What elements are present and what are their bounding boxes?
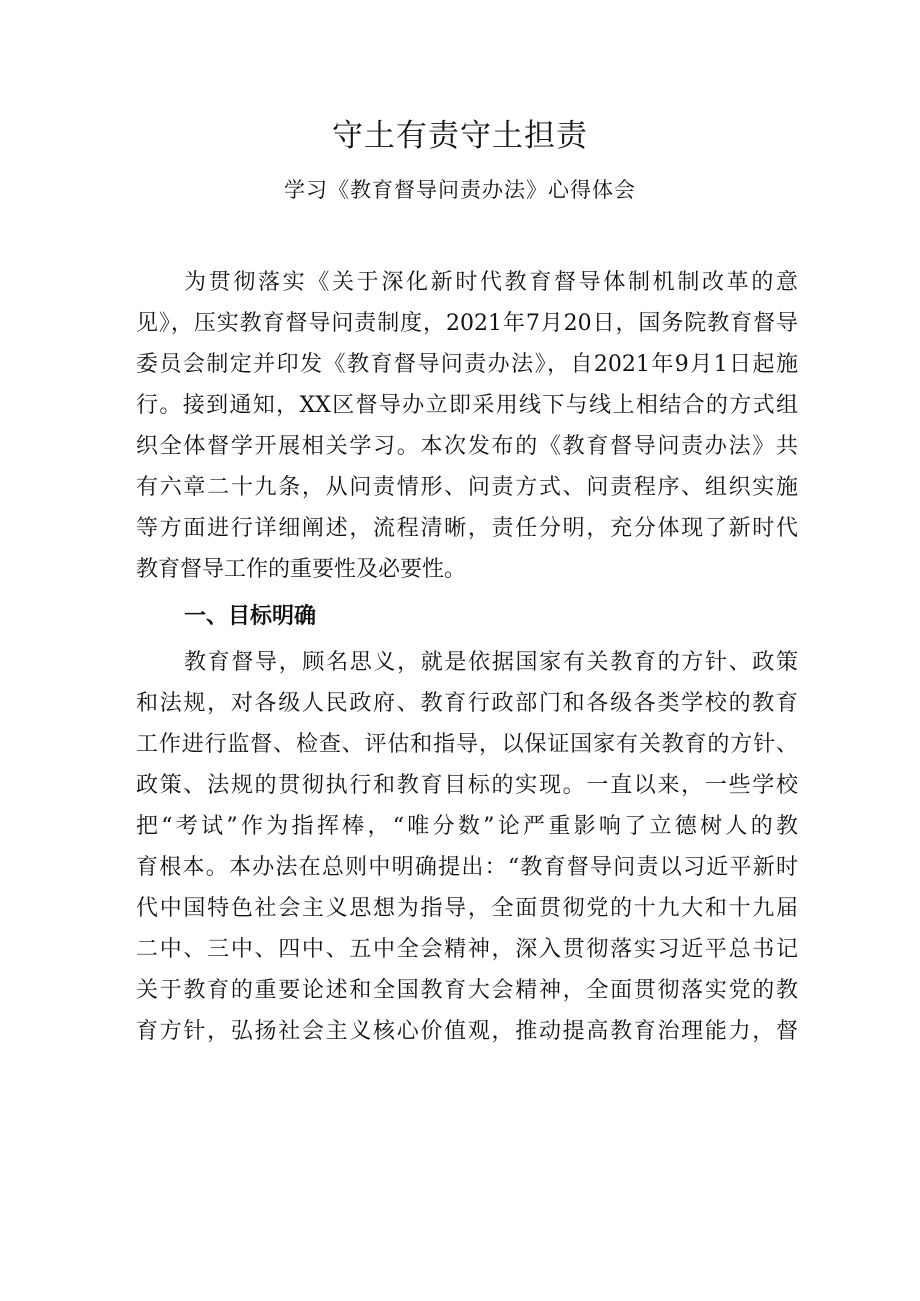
paragraph-line: 教育督导，顾名思义，就是依据国家有关教育的方针、政策 bbox=[184, 650, 798, 675]
paragraph-line: 代中国特色社会主义思想为指导，全面贯彻党的十九大和十九届 bbox=[136, 896, 798, 921]
paragraph-line: 把“考试”作为指挥棒，“唯分数”论严重影响了立德树人的教 bbox=[136, 814, 798, 839]
paragraph-line: 工作进行监督、检查、评估和指导，以保证国家有关教育的方针、 bbox=[136, 732, 798, 757]
paragraph-line: 二中、三中、四中、五中全会精神，深入贯彻落实习近平总书记 bbox=[136, 937, 798, 962]
paragraph-line: 委员会制定并印发《教育督导问责办法》，自2021年9月1日起施 bbox=[136, 352, 798, 377]
paragraph-line: 育根本。本办法在总则中明确提出：“教育督导问责以习近平新时 bbox=[136, 855, 798, 880]
paragraph-2 bbox=[136, 642, 798, 1052]
paragraph-line: 关于教育的重要论述和全国教育大会精神，全面贯彻落实党的教 bbox=[136, 978, 798, 1003]
document-subtitle: 学习《教育督导问责办法》心得体会 bbox=[284, 178, 636, 202]
paragraph-line: 育方针，弘扬社会主义核心价值观，推动提高教育治理能力，督 bbox=[136, 1019, 798, 1044]
paragraph-1 bbox=[136, 262, 798, 590]
paragraph-line: 织全体督学开展相关学习。本次发布的《教育督导问责办法》共 bbox=[136, 434, 798, 459]
paragraph-line: 和法规，对各级人民政府、教育行政部门和各级各类学校的教育 bbox=[136, 691, 798, 716]
document-body bbox=[136, 262, 798, 1052]
document-title: 守土有责守土担责 bbox=[332, 118, 588, 154]
paragraph-line: 有六章二十九条，从问责情形、问责方式、问责程序、组织实施 bbox=[136, 475, 798, 500]
paragraph-line: 等方面进行详细阐述，流程清晰，责任分明，充分体现了新时代 bbox=[136, 516, 798, 541]
paragraph-line: 政策、法规的贯彻执行和教育目标的实现。一直以来，一些学校 bbox=[136, 773, 798, 798]
section-heading: 一、目标明确 bbox=[184, 604, 317, 629]
paragraph-line: 见》，压实教育督导问责制度，2021年7月20日，国务院教育督导 bbox=[136, 311, 798, 336]
paragraph-line: 教育督导工作的重要性及必要性。 bbox=[136, 557, 467, 582]
paragraph-line: 行。接到通知，XX区督导办立即采用线下与线上相结合的方式组 bbox=[136, 393, 798, 418]
paragraph-line: 为贯彻落实《关于深化新时代教育督导体制机制改革的意 bbox=[184, 270, 798, 295]
